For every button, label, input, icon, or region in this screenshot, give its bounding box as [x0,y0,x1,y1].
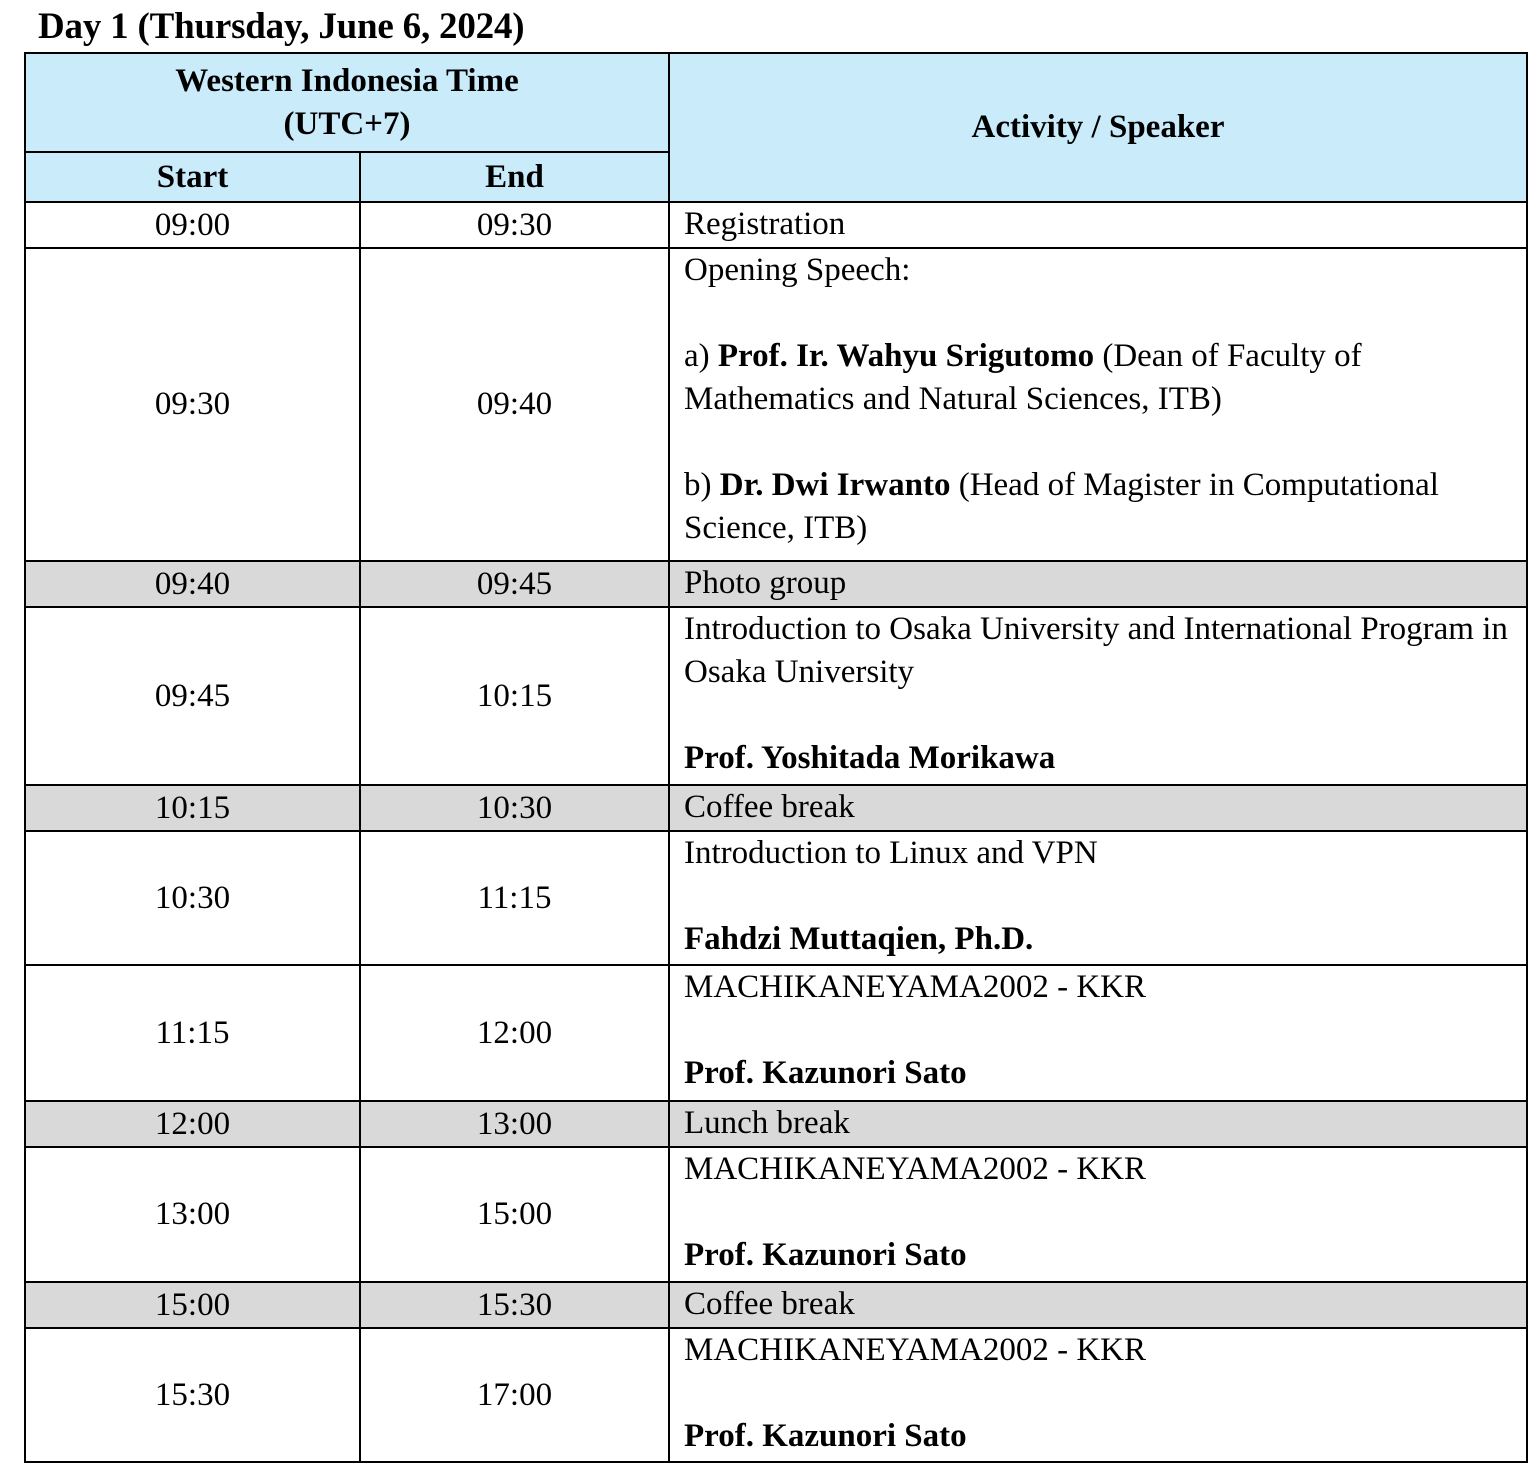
speaker-b-prefix: b) [684,467,720,503]
end-time: 11:15 [360,831,669,965]
end-time: 15:30 [360,1282,669,1328]
table-row [25,1328,1527,1462]
table-row [25,785,1527,831]
schedule-table [24,52,1528,1463]
timezone-header [25,53,669,152]
start-time: 10:30 [25,831,360,965]
timezone-line2: (UTC+7) [283,105,411,142]
speaker-name: Prof. Kazunori Sato [684,1237,967,1273]
speaker-b-name: Dr. Dwi Irwanto [719,467,951,503]
activity-title: Introduction to Linux and VPN [684,835,1098,871]
start-header: Start [25,152,360,202]
speaker-b [684,464,1516,550]
header-row [25,53,1527,152]
end-header: End [360,152,669,202]
table-row [25,1101,1527,1147]
start-time: 15:00 [25,1282,360,1328]
activity-title: MACHIKANEYAMA2002 - KKR [684,1332,1146,1368]
timezone-line1: Western Indonesia Time [175,62,519,99]
activity-cell [669,831,1527,965]
speaker-name: Prof. Kazunori Sato [684,1418,967,1454]
activity-title: Opening Speech: [684,252,911,288]
activity-cell: Registration [669,202,1527,248]
activity-cell: Lunch break [669,1101,1527,1147]
start-time: 13:00 [25,1147,360,1282]
end-time: 15:00 [360,1147,669,1282]
end-time: 12:00 [360,965,669,1101]
activity-cell [669,1328,1527,1462]
speaker-a-role: (Dean of Faculty of Mathematics and Natural Sciences, ITB) [684,338,1362,417]
start-time: 12:00 [25,1101,360,1147]
start-time: 11:15 [25,965,360,1101]
table-row [25,607,1527,785]
activity-title: MACHIKANEYAMA2002 - KKR [684,1151,1146,1187]
end-time: 09:40 [360,248,669,561]
activity-cell: Coffee break [669,1282,1527,1328]
start-time: 10:15 [25,785,360,831]
table-row [25,1147,1527,1282]
end-time: 09:30 [360,202,669,248]
activity-cell [669,607,1527,785]
activity-cell [669,1147,1527,1282]
start-time: 09:30 [25,248,360,561]
speaker-a-name: Prof. Ir. Wahyu Srigutomo [717,338,1095,374]
table-row [25,248,1527,561]
day-title: Day 1 (Thursday, June 6, 2024) [38,6,525,47]
start-time: 09:45 [25,607,360,785]
speaker-b-role: (Head of Magister in Computational Science, ITB) [684,467,1439,546]
activity-cell: Photo group [669,561,1527,607]
start-time: 15:30 [25,1328,360,1462]
table-row [25,831,1527,965]
table-row [25,1282,1527,1328]
speaker-name: Fahdzi Muttaqien, Ph.D. [684,921,1034,957]
table-row [25,202,1527,248]
table-row [25,965,1527,1101]
activity-title: Introduction to Osaka University and International Program in Osaka University [684,611,1508,690]
end-time: 13:00 [360,1101,669,1147]
end-time: 10:15 [360,607,669,785]
start-time: 09:40 [25,561,360,607]
end-time: 17:00 [360,1328,669,1462]
speaker-a [684,335,1516,421]
speaker-name: Prof. Yoshitada Morikawa [684,740,1056,776]
end-time: 10:30 [360,785,669,831]
activity-cell [669,248,1527,561]
table-row [25,561,1527,607]
activity-header: Activity / Speaker [669,53,1527,202]
activity-title: MACHIKANEYAMA2002 - KKR [684,969,1146,1005]
speaker-name: Prof. Kazunori Sato [684,1055,967,1091]
speaker-a-prefix: a) [684,338,718,374]
start-time: 09:00 [25,202,360,248]
activity-cell: Coffee break [669,785,1527,831]
activity-cell [669,965,1527,1101]
end-time: 09:45 [360,561,669,607]
